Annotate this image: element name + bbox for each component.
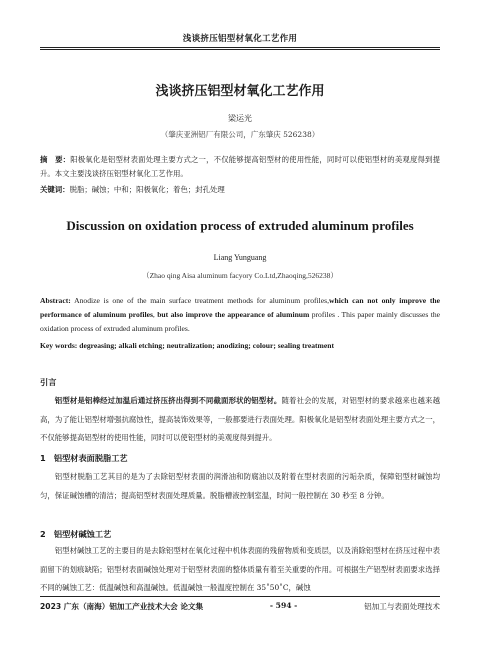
section-heading-1: 1 铝型材表面脱脂工艺: [40, 453, 128, 463]
keywords-english-text: degreasing; alkali etching; neutralization; anodizing; colour; sealing treatment: [79, 341, 334, 350]
header-rule-bottom: [40, 49, 440, 50]
section-body-intro: [40, 392, 440, 448]
abstract-chinese: [40, 153, 440, 181]
section-body-2: 铝型材碱蚀工艺的主要目的是去除铝型材在氧化过程中机体表面的残留物质和变质层，以及消除铝型材在挤压过程中表面留下的划痕缺陷；铝型材表面碱蚀处理对于铝型材表面的整体质量有着至关重要的作用。可根据生产铝型材表面要求选择不同的碱蚀工艺：低温碱蚀和高温碱蚀。低温碱蚀一般温度控制在 35˚50˚C，碱蚀: [40, 546, 440, 592]
page-number: - 594 -: [269, 601, 298, 610]
abstract-english-text-3: profiles . This paper mainly discusses the oxidation process of extruded aluminum profiles.: [40, 310, 441, 333]
affiliation-english: （Zhao qing Aisa aluminum facyory Co.Ltd,Zhaoqing,526238）: [142, 271, 338, 280]
section-heading-2: 2 铝型材碱蚀工艺: [40, 529, 112, 539]
keywords-chinese: [40, 183, 440, 197]
footer-rule: [40, 596, 440, 597]
abstract-english-label: Abstract:: [40, 296, 71, 305]
abstract-chinese-label: 摘 要：: [40, 155, 71, 164]
section-heading-intro: 引言: [40, 377, 57, 387]
intro-lead-sentence: 铝型材是铝棒经过加温后通过挤压挤出得到不同截面形状的铝型材。: [54, 396, 282, 405]
abstract-english-bold-2: but also improve the appearance of aluminum: [157, 310, 310, 319]
abstract-english-bold-1: which can not only improve the performance of aluminum profiles: [40, 296, 441, 319]
section-body-1: 铝型材脱脂工艺其目的是为了去除铝型材表面的润滑油和防腐油以及附着在型材表面的污垢杂质，保障铝型材碱蚀均匀，保证碱蚀槽的清洁；提高铝型材表面处理质量。脱脂槽液控制室温，时间一般控制在 30 秒至 8 分钟。: [40, 472, 440, 500]
footer-left: 2023 广东（南海）铝加工产业技术大会 论文集: [40, 602, 204, 611]
keywords-chinese-label: 关键词：: [40, 185, 70, 194]
keywords-english: [40, 339, 440, 353]
author-english: Liang Yunguang: [213, 253, 267, 262]
abstract-english-text-2: ,: [152, 310, 158, 319]
title-english: Discussion on oxidation process of extruded aluminum profiles: [66, 218, 414, 233]
affiliation-chinese: （肇庆亚洲铝厂有限公司，广东肇庆 526238）: [160, 130, 320, 139]
keywords-chinese-text: 脱脂；碱蚀；中和；阳极氧化；着色；封孔处理: [69, 185, 225, 194]
abstract-english-text-1: Anodize is one of the main surface treatment methods for aluminum profiles,: [74, 296, 329, 305]
intro-text: 随着社会的发展，对铝型材的要求越来也越来越高，为了能让铝型材增强抗腐蚀性，提高装饰效果等，一般都要进行表面处理。阳极氧化是铝型材表面处理主要方式之一，不仅能够提高铝型材的使用性能，同时可以使铝型材的美观度得到提升。: [40, 396, 440, 442]
running-head: 浅谈挤压铝型材氧化工艺作用: [182, 34, 298, 44]
abstract-chinese-text: 阳极氧化是铝型材表面处理主要方式之一，不仅能够提高铝型材的使用性能，同时可以使铝型材的美观度得到提升。本文主要浅谈挤压铝型材氧化工艺作用。: [40, 155, 440, 178]
footer-right: 铝加工与表面处理技术: [364, 602, 440, 611]
abstract-english: [40, 294, 440, 336]
page-footer: [40, 601, 440, 612]
keywords-english-label: Key words:: [40, 341, 78, 350]
header-rule-top: [40, 47, 440, 48]
author-chinese: 梁运光: [228, 114, 252, 123]
title-chinese: 浅谈挤压铝型材氧化工艺作用: [155, 84, 325, 99]
